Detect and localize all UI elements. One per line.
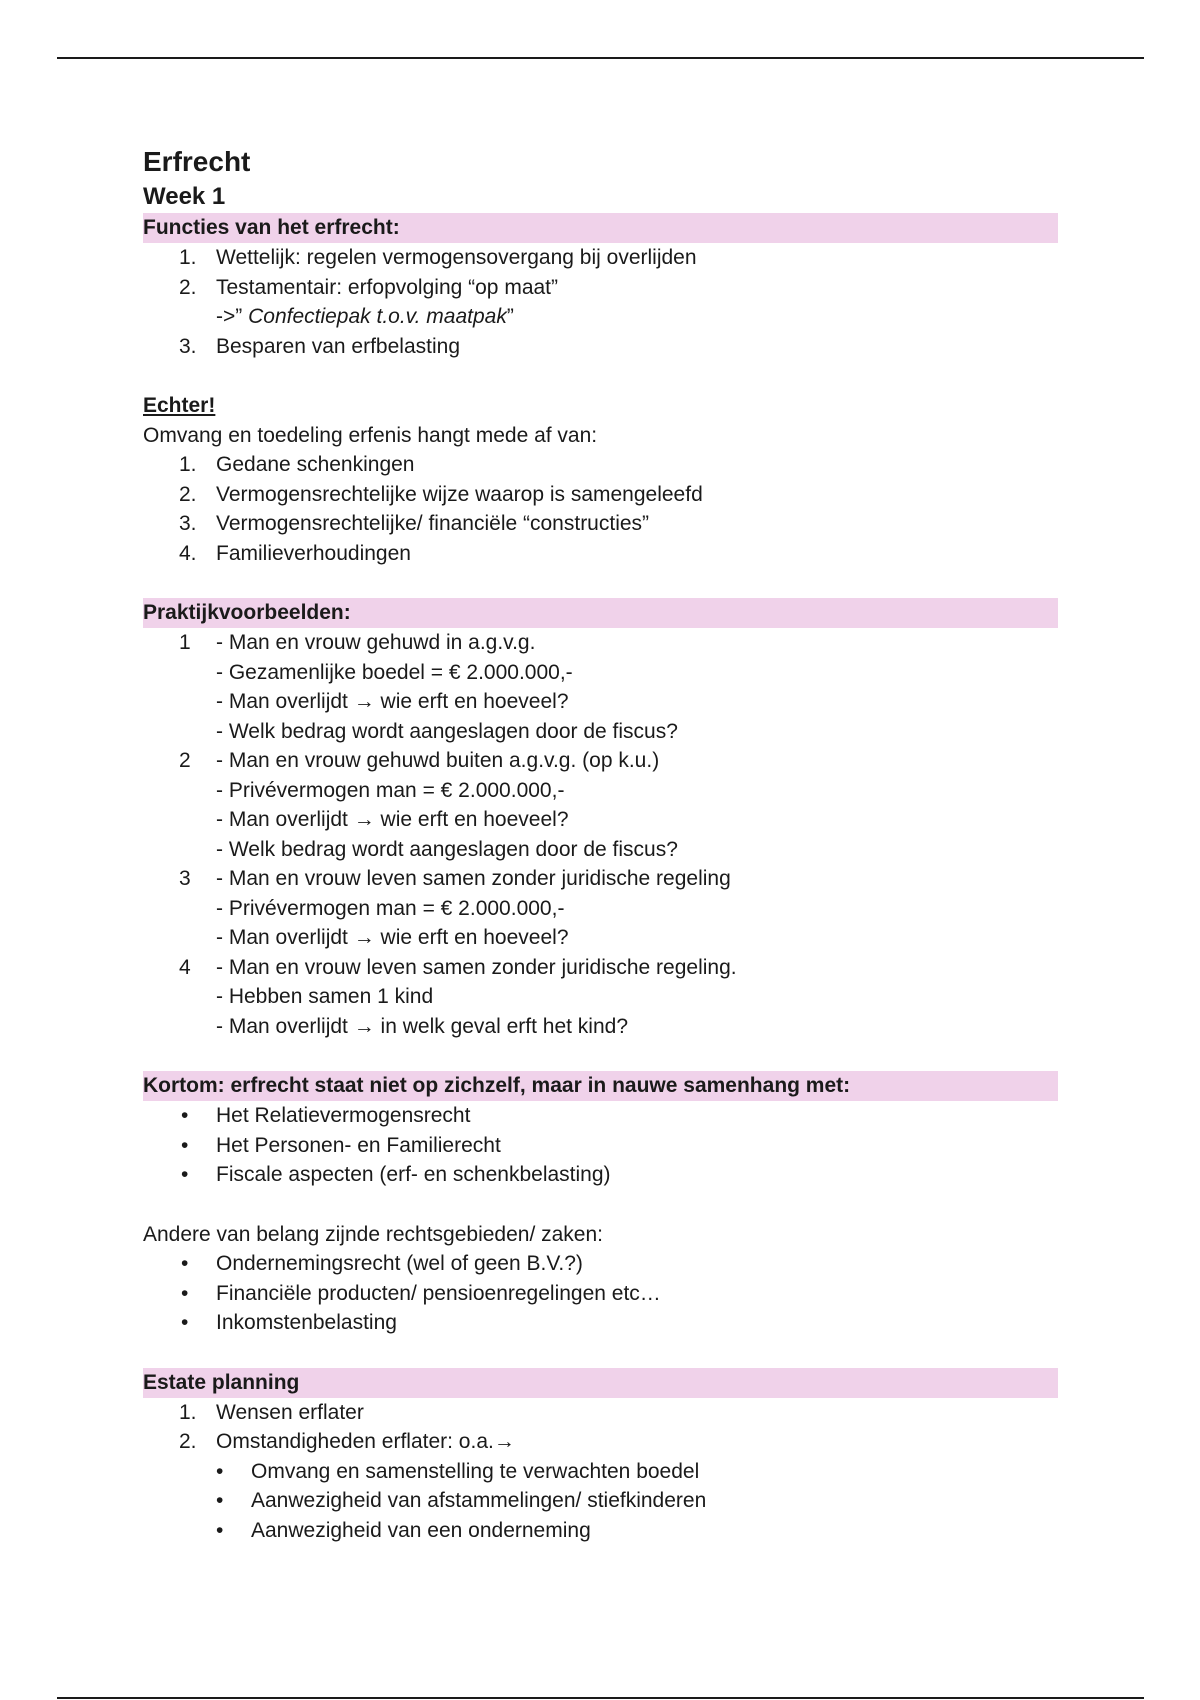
italic-phrase: Confectiepak t.o.v. maatpak <box>248 305 507 328</box>
case-text: - Welk bedrag wordt aangeslagen door de fiscus? <box>216 837 678 861</box>
list-number: 2. <box>179 275 197 299</box>
list-item <box>143 509 1058 539</box>
case-text: - Man en vrouw gehuwd in a.g.v.g. <box>216 631 536 654</box>
case-text: - Privévermogen man = € 2.000.000,- <box>216 778 565 802</box>
case-text: - Man overlijdt → wie erft en hoeveel? <box>216 808 569 831</box>
echter-intro: Omvang en toedeling erfenis hangt mede af van: <box>143 423 598 447</box>
list-text: Omstandigheden erflater: o.a.→ <box>216 1430 515 1453</box>
list-number: 1. <box>179 246 197 269</box>
bullet-icon: • <box>181 1104 189 1127</box>
bullet-icon: • <box>181 1252 189 1275</box>
bullet-item <box>143 1131 1058 1161</box>
list-text: Vermogensrechtelijke wijze waarop is samengeleefd <box>216 482 703 506</box>
list-item <box>143 1427 1058 1457</box>
bullet-text: Fiscale aspecten (erf- en schenkbelasting) <box>216 1163 611 1186</box>
bullet-text: Ondernemingsrecht (wel of geen B.V.?) <box>216 1252 583 1275</box>
bullet-item <box>143 1279 1058 1309</box>
list-text: Vermogensrechtelijke/ financiële “constructies” <box>216 512 650 535</box>
list-item <box>143 243 1058 273</box>
arrow-prefix: ->” <box>216 305 249 328</box>
section-heading-kortom: Kortom: erfrecht staat niet op zichzelf, maar in nauwe samenhang met: <box>143 1071 1058 1101</box>
case-line <box>143 746 1058 776</box>
sub-bullet-text: Aanwezigheid van een onderneming <box>251 1518 591 1542</box>
bullet-icon: • <box>216 1459 224 1483</box>
section-heading-praktijk: Praktijkvoorbeelden: <box>143 598 1058 628</box>
case-line <box>143 1012 1058 1042</box>
list-text <box>216 302 514 332</box>
case-text: - Gezamenlijke boedel = € 2.000.000,- <box>216 660 573 684</box>
list-number: 2. <box>179 482 197 506</box>
list-text: Wensen erflater <box>216 1400 364 1424</box>
list-text: Testamentair: erfopvolging “op maat” <box>216 275 558 299</box>
case-line <box>143 628 1058 658</box>
bullet-text: Inkomstenbelasting <box>216 1311 397 1334</box>
bullet-text: Het Relatievermogensrecht <box>216 1104 471 1127</box>
case-line <box>143 953 1058 983</box>
case-text: - Privévermogen man = € 2.000.000,- <box>216 896 565 920</box>
echter-heading <box>143 391 1058 421</box>
bullet-text: Financiële producten/ pensioenregelingen etc… <box>216 1281 661 1305</box>
list-item <box>143 539 1058 569</box>
case-text: - Man en vrouw leven samen zonder juridische regeling <box>216 867 731 890</box>
sub-bullet-item <box>143 1457 1058 1487</box>
quote-suffix: ” <box>506 305 514 328</box>
case-text: - Welk bedrag wordt aangeslagen door de fiscus? <box>216 719 678 743</box>
case-line <box>143 687 1058 717</box>
list-number: 3. <box>179 334 197 358</box>
list-number: 1. <box>179 1400 197 1424</box>
case-line <box>143 776 1058 806</box>
sub-bullet-text: Omvang en samenstelling te verwachten boedel <box>251 1459 700 1483</box>
case-text: - Man en vrouw gehuwd buiten a.g.v.g. (op k.u.) <box>216 749 660 772</box>
sub-bullet-item <box>143 1486 1058 1516</box>
list-number: 3. <box>179 512 197 535</box>
case-line <box>143 805 1058 835</box>
bullet-icon: • <box>216 1518 224 1542</box>
case-line <box>143 835 1058 865</box>
list-item <box>143 273 1058 303</box>
list-text: Besparen van erfbelasting <box>216 334 460 358</box>
bullet-icon: • <box>181 1163 189 1186</box>
list-text: Gedane schenkingen <box>216 453 415 476</box>
case-line <box>143 658 1058 688</box>
case-number: 1 <box>179 631 191 654</box>
list-item <box>143 480 1058 510</box>
sub-bullet-item <box>143 1516 1058 1546</box>
list-number: 2. <box>179 1430 197 1453</box>
case-text: - Man overlijdt → wie erft en hoeveel? <box>216 690 569 713</box>
section-heading-estate: Estate planning <box>143 1368 1058 1398</box>
bullet-item <box>143 1308 1058 1338</box>
list-text: Wettelijk: regelen vermogensovergang bij overlijden <box>216 246 697 269</box>
case-number: 3 <box>179 867 191 890</box>
bullet-item <box>143 1249 1058 1279</box>
case-line <box>143 982 1058 1012</box>
list-number: 1. <box>179 453 197 476</box>
bullet-icon: • <box>216 1489 224 1512</box>
case-text: - Man en vrouw leven samen zonder juridische regeling. <box>216 955 737 979</box>
bullet-item <box>143 1160 1058 1190</box>
case-text: - Man overlijdt → in welk geval erft het kind? <box>216 1014 629 1038</box>
week-subtitle: Week 1 <box>143 183 226 210</box>
header-rule <box>57 57 1144 59</box>
andere-intro: Andere van belang zijnde rechtsgebieden/ zaken: <box>143 1222 603 1246</box>
list-item <box>143 332 1058 362</box>
echter-heading-text: Echter! <box>143 394 216 417</box>
case-line <box>143 894 1058 924</box>
list-number: 4. <box>179 541 197 565</box>
case-number: 4 <box>179 955 191 979</box>
list-item-continuation <box>143 302 1058 332</box>
case-line <box>143 864 1058 894</box>
list-item <box>143 450 1058 480</box>
case-text: - Man overlijdt → wie erft en hoeveel? <box>216 926 569 949</box>
page-title: Erfrecht <box>143 146 251 177</box>
case-line <box>143 717 1058 747</box>
list-item <box>143 1398 1058 1428</box>
document-body <box>143 143 1058 1545</box>
bullet-text: Het Personen- en Familierecht <box>216 1133 501 1157</box>
bullet-item <box>143 1101 1058 1131</box>
case-number: 2 <box>179 749 191 772</box>
list-text: Familieverhoudingen <box>216 541 411 565</box>
case-line <box>143 923 1058 953</box>
sub-bullet-text: Aanwezigheid van afstammelingen/ stiefkinderen <box>251 1489 707 1512</box>
bullet-icon: • <box>181 1281 189 1305</box>
section-heading-functies: Functies van het erfrecht: <box>143 213 1058 243</box>
footer-rule <box>57 1697 1144 1699</box>
case-text: - Hebben samen 1 kind <box>216 985 434 1008</box>
bullet-icon: • <box>181 1133 189 1157</box>
bullet-icon: • <box>181 1311 189 1334</box>
